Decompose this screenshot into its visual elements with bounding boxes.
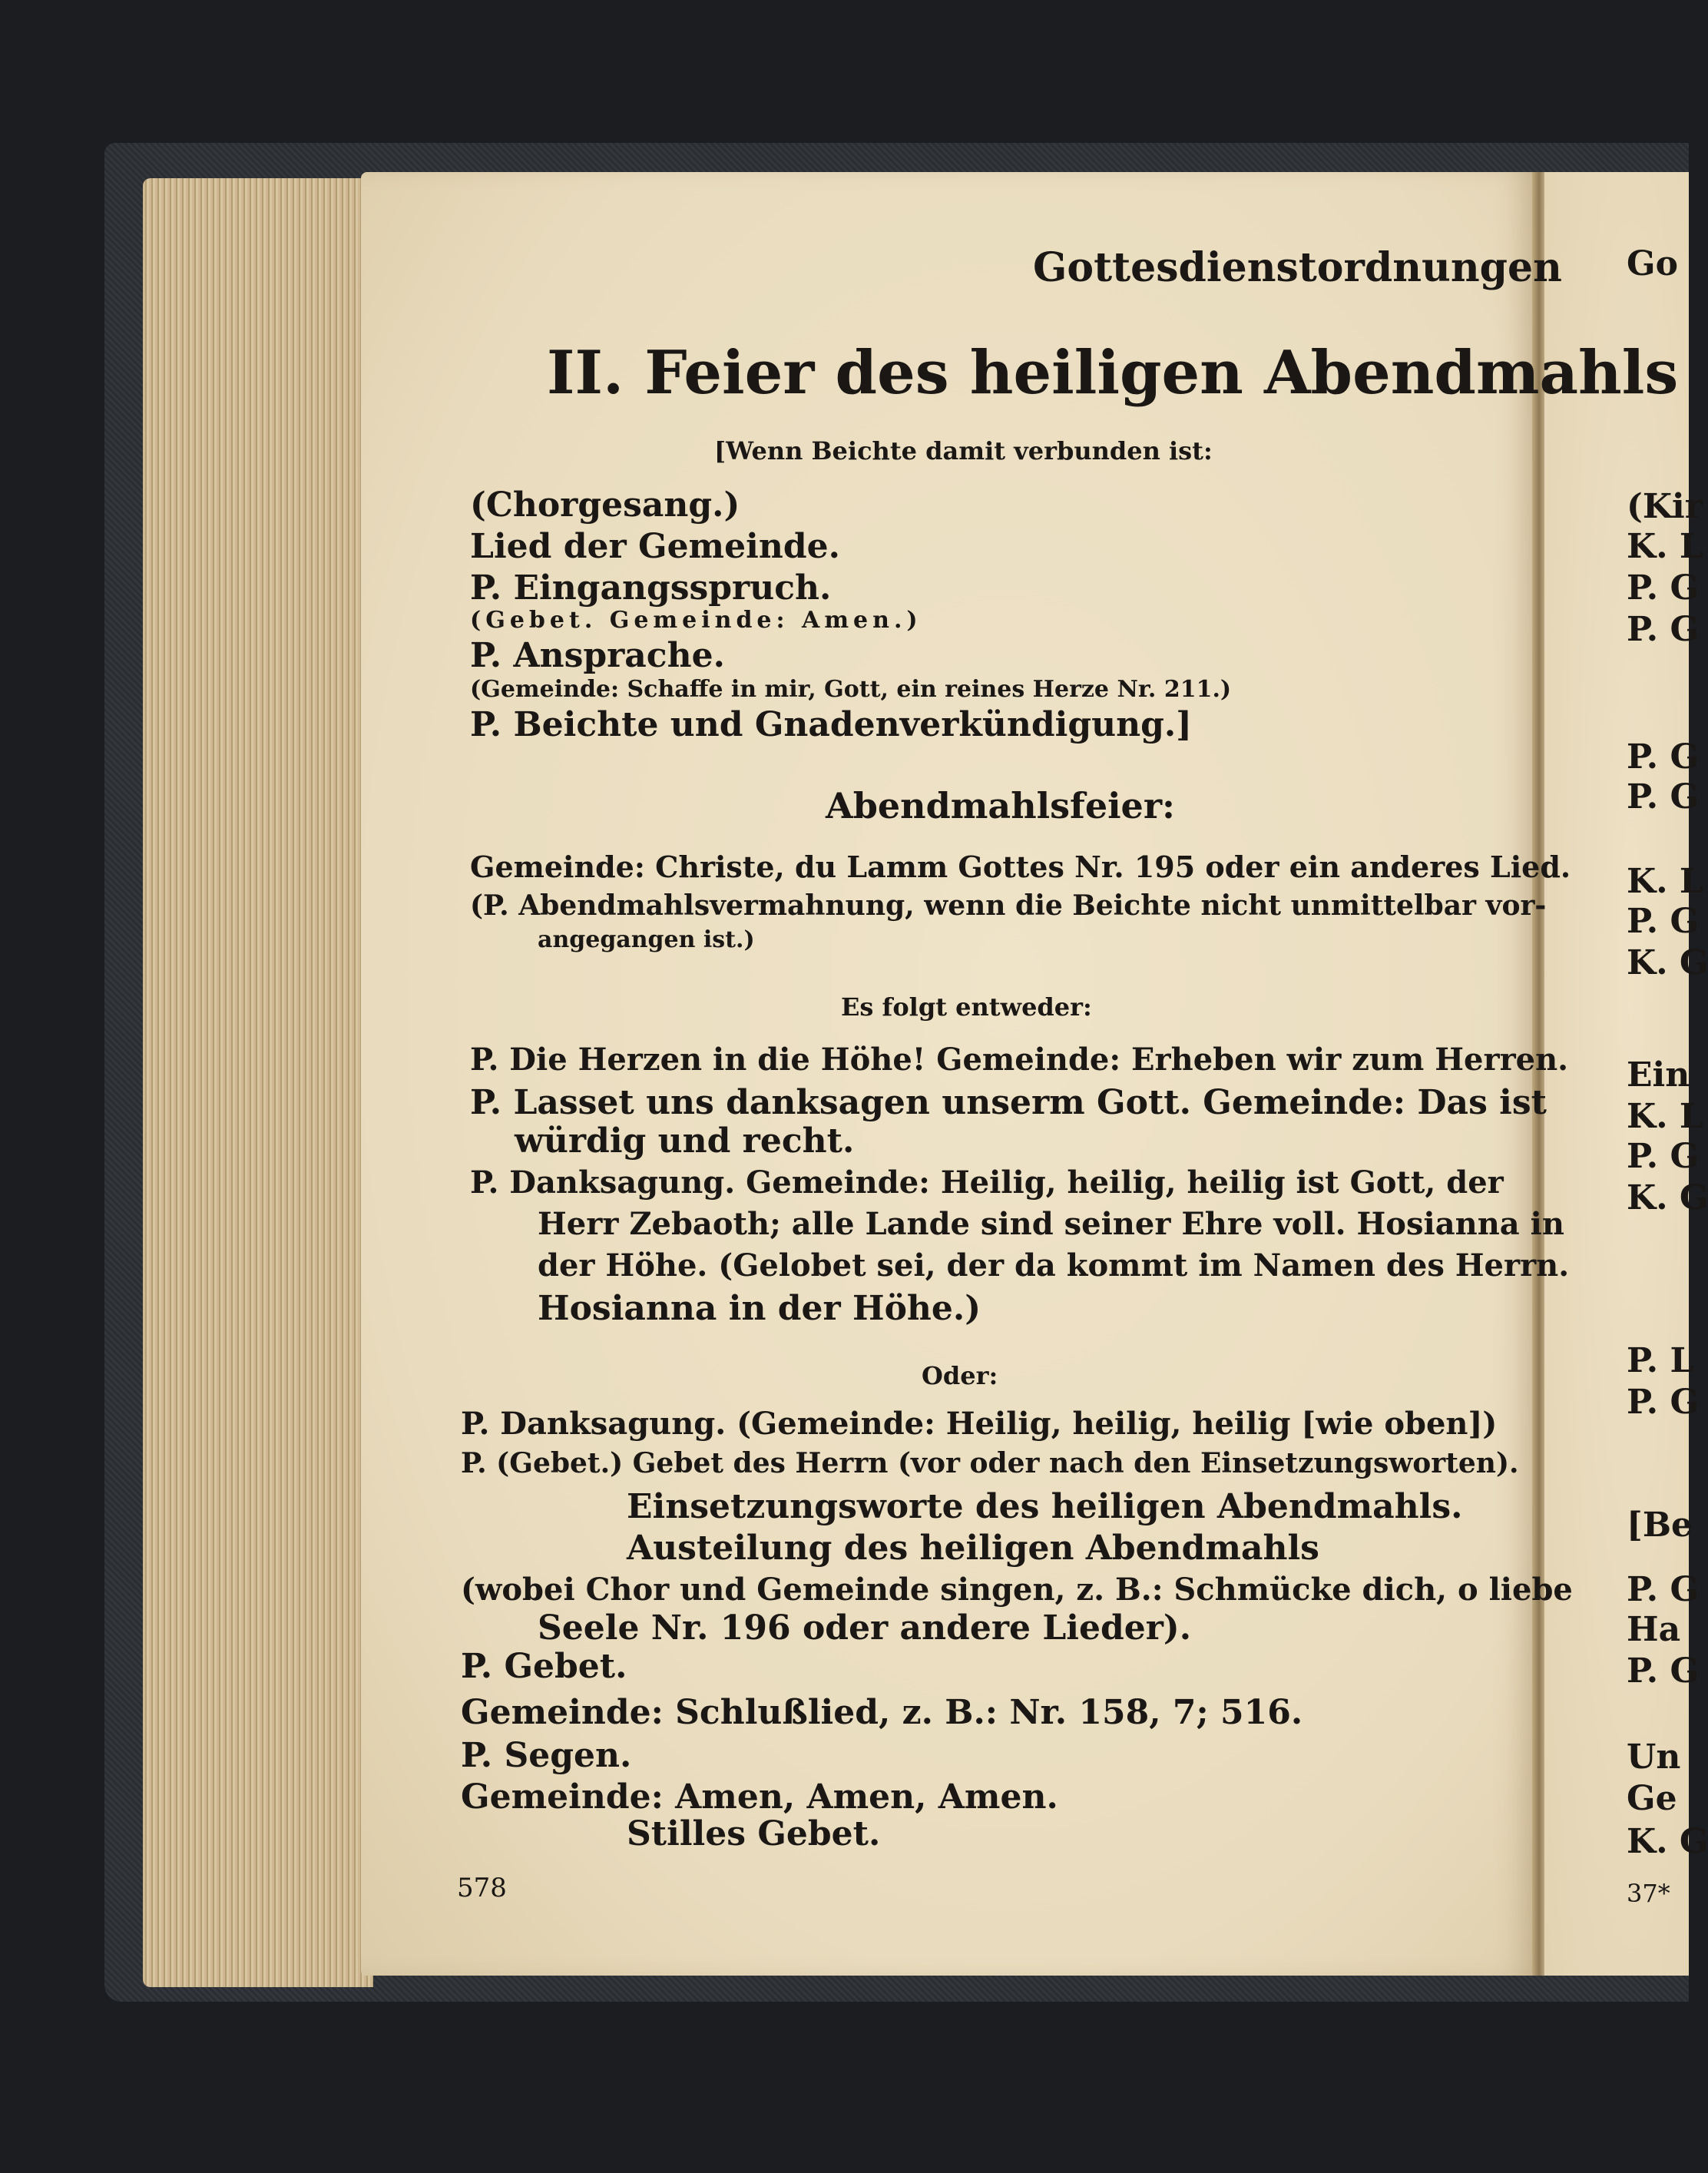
text-line: P. Beichte und Gnadenverkündigung.] [470, 705, 1192, 744]
right-fragment: K. L [1627, 862, 1703, 901]
intro-note: [Wenn Beichte damit verbunden ist: [714, 436, 1213, 465]
text-line: Seele Nr. 196 oder andere Lieder). [538, 1608, 1192, 1648]
text-line: würdig und recht. [515, 1121, 855, 1161]
right-fragment: P. G [1627, 1383, 1700, 1422]
text-line: (Gebet. Gemeinde: Amen.) [470, 607, 922, 634]
text-line: Herr Zebaoth; alle Lande sind seiner Ehre voll. Hosianna in [538, 1206, 1564, 1242]
right-fragment: P. G [1627, 568, 1700, 608]
running-head: Gottesdienstordnungen [1033, 244, 1562, 291]
right-running-head: Go [1627, 244, 1678, 283]
right-fragment: Ein [1627, 1055, 1690, 1095]
right-fragment: Ha [1627, 1610, 1681, 1649]
right-fragment: P. L [1627, 1341, 1694, 1380]
text-line: P. (Gebet.) Gebet des Herrn (vor oder nach den Einsetzungsworten). [461, 1447, 1519, 1479]
right-fragment: P. G [1627, 1570, 1700, 1609]
text-line: P. Lasset uns danksagen unserm Gott. Gemeinde: Das ist [470, 1083, 1547, 1122]
page-title: II. Feier des heiligen Abendmahls [547, 338, 1679, 408]
right-fragment: P. G [1627, 610, 1700, 649]
page-number: 578 [457, 1873, 507, 1903]
text-line: Einsetzungsworte des heiligen Abendmahls. [627, 1487, 1463, 1526]
text-line: Austeilung des heiligen Abendmahls [627, 1529, 1319, 1568]
right-fragment: Ge [1627, 1779, 1677, 1818]
text-line: P. Gebet. [461, 1647, 627, 1686]
right-fragment: K. G [1627, 1178, 1708, 1217]
right-fragment: P. G [1627, 1651, 1700, 1691]
text-line: P. Segen. [461, 1736, 632, 1775]
text-line: Gemeinde: Amen, Amen, Amen. [461, 1777, 1058, 1817]
right-fragment: (Kir [1627, 487, 1703, 526]
right-fragment: P. G [1627, 737, 1700, 777]
text-line: (P. Abendmahlsvermahnung, wenn die Beichte nicht unmittelbar vor- [470, 889, 1547, 922]
right-page-number: 37* [1627, 1879, 1670, 1908]
right-fragment: P. G [1627, 1137, 1700, 1176]
text-line: Lied der Gemeinde. [470, 527, 840, 566]
follows-heading: Es folgt entweder: [841, 992, 1092, 1022]
right-fragment: Un [1627, 1737, 1681, 1777]
text-line: (Gemeinde: Schaffe in mir, Gott, ein reines Herze Nr. 211.) [470, 676, 1232, 703]
text-line: (Chorgesang.) [470, 485, 740, 525]
text-line: Hosianna in der Höhe.) [538, 1289, 981, 1328]
text-line: Stilles Gebet. [627, 1814, 881, 1853]
right-fragment: P. G [1627, 902, 1700, 941]
or-heading: Oder: [922, 1361, 998, 1390]
text-line: (wobei Chor und Gemeinde singen, z. B.: Schmücke dich, o liebe [461, 1572, 1573, 1608]
right-fragment: K. G [1627, 1822, 1708, 1861]
section-heading: Abendmahlsfeier: [826, 785, 1176, 826]
right-fragment: K. L [1627, 1097, 1703, 1136]
right-fragment: K. G [1627, 943, 1708, 982]
right-fragment: K. L [1627, 527, 1703, 566]
right-fragment: P. G [1627, 777, 1700, 817]
text-line: P. Ansprache. [470, 636, 725, 675]
text-line: P. Die Herzen in die Höhe! Gemeinde: Erheben wir zum Herren. [470, 1042, 1569, 1078]
text-line: P. Danksagung. (Gemeinde: Heilig, heilig, heilig [wie oben]) [461, 1406, 1498, 1442]
text-line: P. Danksagung. Gemeinde: Heilig, heilig, heilig ist Gott, der [470, 1164, 1504, 1201]
text-line: Gemeinde: Christe, du Lamm Gottes Nr. 195 oder ein anderes Lied. [470, 850, 1571, 884]
right-fragment: [Be [1627, 1506, 1693, 1545]
text-line: P. Eingangsspruch. [470, 568, 832, 608]
text-line: Gemeinde: Schlußlied, z. B.: Nr. 158, 7; 516. [461, 1693, 1303, 1732]
text-line: der Höhe. (Gelobet sei, der da kommt im Namen des Herrn. [538, 1247, 1570, 1284]
page-edges [143, 178, 373, 1987]
text-line: angegangen ist.) [538, 926, 755, 953]
